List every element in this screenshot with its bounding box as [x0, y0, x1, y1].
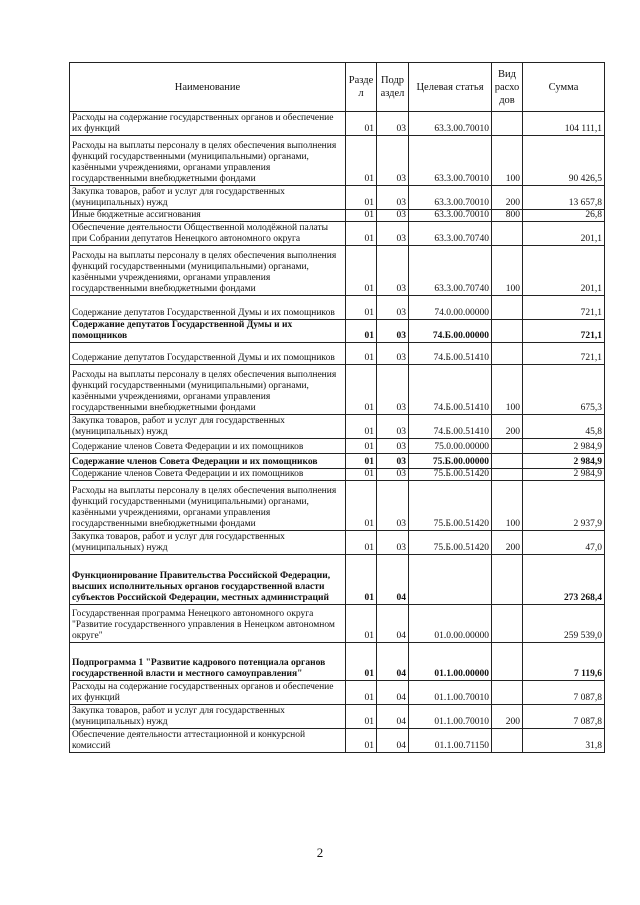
cell-type	[492, 222, 523, 246]
cell-type: 100	[492, 481, 523, 531]
cell-sum: 2 937,9	[523, 481, 605, 531]
cell-target: 74.Б.00.51410	[409, 365, 492, 415]
cell-type	[492, 296, 523, 320]
cell-section: 01	[346, 210, 377, 222]
cell-subsection: 03	[377, 186, 409, 210]
cell-section: 01	[346, 681, 377, 705]
cell-type: 200	[492, 531, 523, 555]
cell-section: 01	[346, 605, 377, 643]
table-row	[70, 469, 605, 481]
table-row	[70, 112, 605, 136]
cell-section: 01	[346, 186, 377, 210]
cell-subsection: 03	[377, 296, 409, 320]
header-target: Целевая статья	[409, 63, 492, 112]
cell-target: 01.1.00.71150	[409, 729, 492, 753]
cell-type	[492, 681, 523, 705]
header-subsection: Подр аздел	[377, 63, 409, 112]
table-row	[70, 296, 605, 320]
cell-sum: 2 984,9	[523, 469, 605, 481]
table-row	[70, 729, 605, 753]
cell-type	[492, 643, 523, 681]
cell-section: 01	[346, 112, 377, 136]
cell-type: 100	[492, 365, 523, 415]
cell-section: 01	[346, 481, 377, 531]
cell-type: 200	[492, 186, 523, 210]
table-body	[70, 112, 605, 753]
cell-name: Закупка товаров, работ и услуг для государственных (муниципальных) нужд	[70, 415, 346, 439]
cell-sum: 201,1	[523, 222, 605, 246]
cell-name: Расходы на выплаты персоналу в целях обеспечения выполнения функций государственными (муниципальными) органами, казёнными учреждениями, органами управления государственными внебюджетными фондами	[70, 365, 346, 415]
table-row	[70, 454, 605, 469]
cell-section: 01	[346, 454, 377, 469]
table-row	[70, 222, 605, 246]
cell-name: Государственная программа Ненецкого автономного округа "Развитие государственного управления в Ненецком автономном округе"	[70, 605, 346, 643]
cell-sum: 31,8	[523, 729, 605, 753]
cell-name: Обеспечение деятельности аттестационной и конкурсной комиссий	[70, 729, 346, 753]
table-row	[70, 555, 605, 605]
cell-name: Содержание членов Совета Федерации и их помощников	[70, 454, 346, 469]
cell-subsection: 03	[377, 320, 409, 343]
cell-name: Закупка товаров, работ и услуг для государственных (муниципальных) нужд	[70, 705, 346, 729]
cell-section: 01	[346, 320, 377, 343]
table-row	[70, 681, 605, 705]
table-row	[70, 415, 605, 439]
cell-name: Подпрограмма 1 "Развитие кадрового потенциала органов государственной власти и местного самоуправления"	[70, 643, 346, 681]
cell-subsection: 03	[377, 469, 409, 481]
cell-name: Содержание членов Совета Федерации и их помощников	[70, 439, 346, 454]
cell-section: 01	[346, 439, 377, 454]
table-row	[70, 210, 605, 222]
cell-sum: 47,0	[523, 531, 605, 555]
cell-target: 63.3.00.70010	[409, 186, 492, 210]
table-row	[70, 531, 605, 555]
cell-target: 63.3.00.70010	[409, 112, 492, 136]
table-row	[70, 246, 605, 296]
table-row	[70, 605, 605, 643]
cell-name: Содержание депутатов Государственной Думы и их помощников	[70, 320, 346, 343]
cell-subsection: 03	[377, 415, 409, 439]
table-row	[70, 439, 605, 454]
cell-sum: 90 426,5	[523, 136, 605, 186]
cell-type	[492, 469, 523, 481]
cell-target: 74.Б.00.51410	[409, 415, 492, 439]
cell-subsection: 04	[377, 681, 409, 705]
cell-section: 01	[346, 469, 377, 481]
cell-sum: 13 657,8	[523, 186, 605, 210]
cell-subsection: 03	[377, 343, 409, 365]
cell-type: 800	[492, 210, 523, 222]
cell-target: 74.Б.00.00000	[409, 320, 492, 343]
cell-name: Расходы на содержание государственных органов и обеспечение их функций	[70, 112, 346, 136]
cell-type	[492, 454, 523, 469]
cell-target: 74.0.00.00000	[409, 296, 492, 320]
cell-subsection: 03	[377, 481, 409, 531]
cell-section: 01	[346, 643, 377, 681]
cell-type	[492, 112, 523, 136]
cell-sum: 273 268,4	[523, 555, 605, 605]
cell-target: 75.Б.00.00000	[409, 454, 492, 469]
cell-target: 63.3.00.70010	[409, 210, 492, 222]
cell-sum: 7 087,8	[523, 705, 605, 729]
cell-target: 01.0.00.00000	[409, 605, 492, 643]
header-type: Вид расхо дов	[492, 63, 523, 112]
budget-table	[69, 62, 605, 753]
cell-sum: 45,8	[523, 415, 605, 439]
cell-section: 01	[346, 365, 377, 415]
cell-section: 01	[346, 296, 377, 320]
cell-type	[492, 555, 523, 605]
cell-type	[492, 439, 523, 454]
cell-target: 63.3.00.70740	[409, 246, 492, 296]
cell-name: Обеспечение деятельности Общественной молодёжной палаты при Собрании депутатов Ненецкого автономного округа	[70, 222, 346, 246]
cell-sum: 721,1	[523, 343, 605, 365]
cell-section: 01	[346, 531, 377, 555]
cell-target: 63.3.00.70740	[409, 222, 492, 246]
cell-subsection: 03	[377, 531, 409, 555]
cell-type	[492, 605, 523, 643]
cell-section: 01	[346, 705, 377, 729]
cell-target: 75.Б.00.51420	[409, 481, 492, 531]
cell-sum: 2 984,9	[523, 439, 605, 454]
table-row	[70, 365, 605, 415]
cell-sum: 721,1	[523, 296, 605, 320]
cell-section: 01	[346, 343, 377, 365]
cell-subsection: 04	[377, 643, 409, 681]
cell-section: 01	[346, 222, 377, 246]
cell-subsection: 03	[377, 222, 409, 246]
cell-section: 01	[346, 136, 377, 186]
table-row	[70, 643, 605, 681]
cell-name: Содержание депутатов Государственной Думы и их помощников	[70, 296, 346, 320]
cell-subsection: 04	[377, 729, 409, 753]
cell-subsection: 03	[377, 136, 409, 186]
cell-sum: 2 984,9	[523, 454, 605, 469]
cell-sum: 104 111,1	[523, 112, 605, 136]
cell-name: Иные бюджетные ассигнования	[70, 210, 346, 222]
cell-target: 75.Б.00.51420	[409, 469, 492, 481]
cell-target	[409, 555, 492, 605]
cell-name: Закупка товаров, работ и услуг для государственных (муниципальных) нужд	[70, 186, 346, 210]
cell-name: Расходы на выплаты персоналу в целях обеспечения выполнения функций государственными (муниципальными) органами, казёнными учреждениями, органами управления государственными внебюджетными фондами	[70, 136, 346, 186]
cell-type: 200	[492, 705, 523, 729]
cell-sum: 675,3	[523, 365, 605, 415]
cell-name: Функционирование Правительства Российской Федерации, высших исполнительных органов государственной власти субъектов Российской Федерации, местных администраций	[70, 555, 346, 605]
cell-type: 200	[492, 415, 523, 439]
cell-name: Расходы на выплаты персоналу в целях обеспечения выполнения функций государственными (муниципальными) органами, казёнными учреждениями, органами управления государственными внебюджетными фондами	[70, 246, 346, 296]
cell-target: 75.Б.00.51420	[409, 531, 492, 555]
cell-type: 100	[492, 136, 523, 186]
cell-target: 01.1.00.70010	[409, 681, 492, 705]
cell-subsection: 03	[377, 210, 409, 222]
cell-section: 01	[346, 415, 377, 439]
cell-name: Расходы на содержание государственных органов и обеспечение их функций	[70, 681, 346, 705]
cell-type	[492, 729, 523, 753]
cell-target: 01.1.00.00000	[409, 643, 492, 681]
header-row	[70, 63, 605, 112]
page-number: 2	[316, 845, 324, 860]
cell-sum: 26,8	[523, 210, 605, 222]
cell-subsection: 04	[377, 555, 409, 605]
cell-section: 01	[346, 555, 377, 605]
cell-target: 75.0.00.00000	[409, 439, 492, 454]
cell-section: 01	[346, 246, 377, 296]
table-row	[70, 705, 605, 729]
cell-subsection: 04	[377, 605, 409, 643]
cell-target: 74.Б.00.51410	[409, 343, 492, 365]
cell-type	[492, 320, 523, 343]
header-sum: Сумма	[523, 63, 605, 112]
cell-sum: 201,1	[523, 246, 605, 296]
cell-subsection: 03	[377, 112, 409, 136]
cell-sum: 7 087,8	[523, 681, 605, 705]
cell-name: Содержание членов Совета Федерации и их помощников	[70, 469, 346, 481]
cell-section: 01	[346, 729, 377, 753]
table-row	[70, 343, 605, 365]
cell-target: 63.3.00.70010	[409, 136, 492, 186]
cell-subsection: 03	[377, 454, 409, 469]
cell-name: Расходы на выплаты персоналу в целях обеспечения выполнения функций государственными (муниципальными) органами, казёнными учреждениями, органами управления государственными внебюджетными фондами	[70, 481, 346, 531]
table-row	[70, 136, 605, 186]
cell-sum: 721,1	[523, 320, 605, 343]
table-row	[70, 481, 605, 531]
table-row	[70, 320, 605, 343]
cell-subsection: 03	[377, 439, 409, 454]
header-name: Наименование	[70, 63, 346, 112]
cell-type	[492, 343, 523, 365]
cell-sum: 7 119,6	[523, 643, 605, 681]
table-row	[70, 186, 605, 210]
cell-type: 100	[492, 246, 523, 296]
cell-subsection: 03	[377, 246, 409, 296]
cell-name: Содержание депутатов Государственной Думы и их помощников	[70, 343, 346, 365]
cell-subsection: 04	[377, 705, 409, 729]
cell-sum: 259 539,0	[523, 605, 605, 643]
cell-name: Закупка товаров, работ и услуг для государственных (муниципальных) нужд	[70, 531, 346, 555]
header-section: Разде л	[346, 63, 377, 112]
cell-target: 01.1.00.70010	[409, 705, 492, 729]
cell-subsection: 03	[377, 365, 409, 415]
